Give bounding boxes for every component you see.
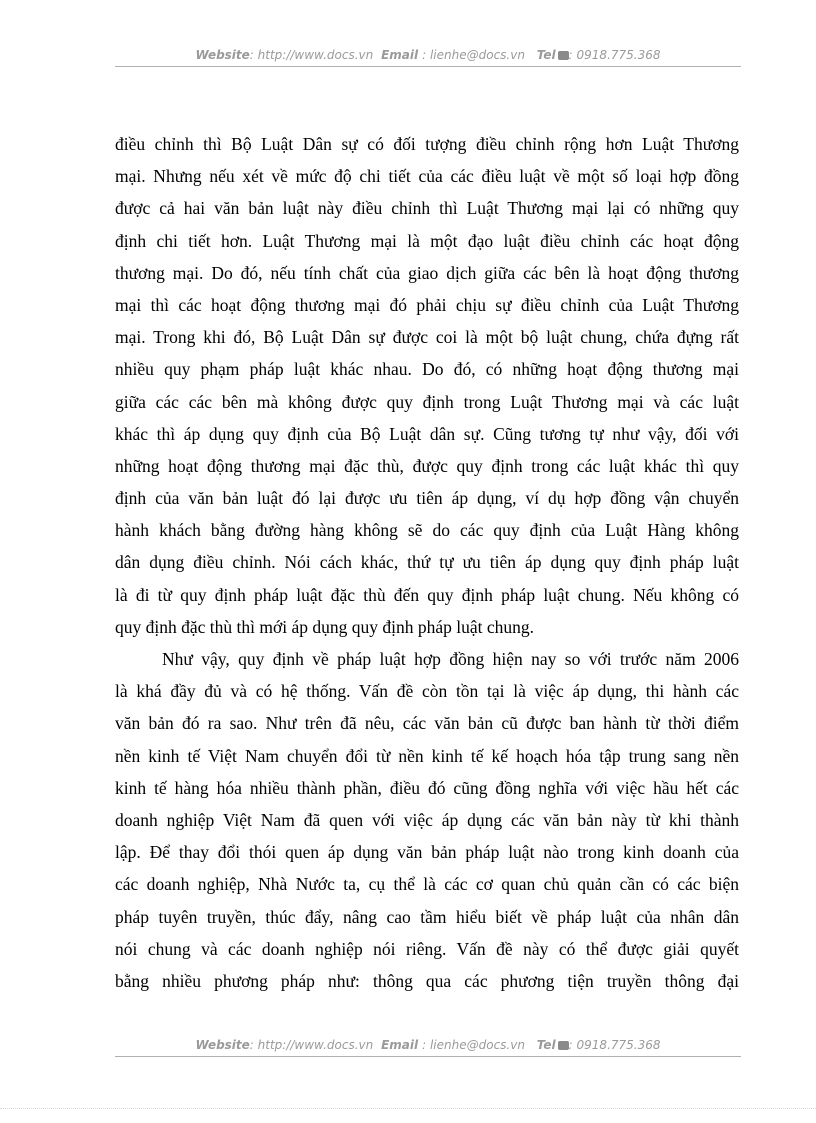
text-line: định chi tiết hơn. Luật Thương mại là một đạo luật điều chỉnh các hoạt động	[115, 230, 739, 251]
header-website-label: Website	[195, 48, 250, 62]
phone-icon	[558, 1041, 569, 1050]
header-website-value: : http://www.docs.vn	[249, 48, 374, 62]
header-email-value: : lienhe@docs.vn	[422, 48, 525, 62]
text-line: là đi từ quy định pháp luật đặc thù đến quy định pháp luật chung. Nếu không có	[115, 584, 739, 605]
text-line: bằng nhiều phương pháp như: thông qua các phương tiện truyền thông đại	[115, 970, 739, 991]
header-divider	[115, 66, 741, 67]
text-line: quy định đặc thù thì mới áp dụng quy định pháp luật chung.	[115, 616, 534, 637]
text-line: những hoạt động thương mại đặc thù, được quy định trong các luật khác thì quy	[115, 455, 739, 476]
text-line: pháp tuyên truyền, thúc đẩy, nâng cao tầm hiểu biết về pháp luật của nhân dân	[115, 906, 739, 927]
header-tel-value: : 0918.775.368	[568, 48, 661, 62]
header-email-label: Email	[381, 48, 419, 62]
text-line: là khá đầy đủ và có hệ thống. Vấn đề còn tồn tại là việc áp dụng, thi hành các	[115, 681, 739, 702]
text-line: các doanh nghiệp, Nhà Nước ta, cụ thể là các cơ quan chủ quản cần có các biện	[115, 874, 739, 895]
text-line: thương mại. Do đó, nếu tính chất của giao dịch giữa các bên là hoạt động thương	[115, 262, 739, 283]
footer-email-value: : lienhe@docs.vn	[422, 1038, 525, 1052]
text-line: lập. Để thay đổi thói quen áp dụng văn bản pháp luật nào trong kinh doanh của	[115, 842, 739, 863]
text-line: dân dụng điều chỉnh. Nói cách khác, thứ tự ưu tiên áp dụng quy định pháp luật	[115, 552, 739, 573]
text-line: khác thì áp dụng quy định của Bộ Luật dân sự. Cũng tương tự như vậy, đối với	[115, 423, 739, 444]
paragraph-2	[115, 643, 739, 997]
page-edge-divider	[0, 1108, 816, 1109]
phone-icon	[558, 51, 569, 60]
text-line: Như vậy, quy định về pháp luật hợp đồng hiện nay so với trước năm 2006	[162, 649, 739, 669]
text-line: được cả hai văn bản luật này điều chỉnh thì Luật Thương mại lại có những quy	[115, 198, 739, 219]
text-line: định của văn bản luật đó lại được ưu tiên áp dụng, ví dụ hợp đồng vận chuyển	[115, 488, 739, 509]
page-footer	[115, 1038, 741, 1052]
document-body	[115, 128, 739, 997]
text-line: nền kinh tế Việt Nam chuyển đổi từ nền kinh tế kế hoạch hóa tập trung sang nền	[115, 745, 739, 766]
text-line: nhiều quy phạm pháp luật khác nhau. Do đó, có những hoạt động thương mại	[115, 359, 739, 380]
paragraph-1	[115, 128, 739, 643]
text-line: doanh nghiệp Việt Nam đã quen với việc áp dụng các văn bản này từ khi thành	[115, 809, 739, 830]
footer-tel-value: : 0918.775.368	[568, 1038, 661, 1052]
text-line: mại thì các hoạt động thương mại đó phải chịu sự điều chỉnh của Luật Thương	[115, 294, 739, 315]
text-line: kinh tế hàng hóa nhiều thành phần, điều đó cũng đồng nghĩa với việc hầu hết các	[115, 777, 739, 798]
footer-website-value: : http://www.docs.vn	[249, 1038, 374, 1052]
text-line: mại. Nhưng nếu xét về mức độ chi tiết của các điều luật về một số loại hợp đồng	[115, 166, 739, 187]
text-line: mại. Trong khi đó, Bộ Luật Dân sự được coi là một bộ luật chung, chứa đựng rất	[115, 327, 739, 348]
page-header	[115, 48, 741, 62]
text-line: văn bản đó ra sao. Như trên đã nêu, các văn bản cũ được ban hành từ thời điểm	[115, 713, 739, 734]
footer-website-label: Website	[195, 1038, 250, 1052]
text-line: nói chung và các doanh nghiệp nói riêng. Vấn đề này có thể được giải quyết	[115, 938, 739, 959]
text-line: điều chỉnh thì Bộ Luật Dân sự có đối tượng điều chỉnh rộng hơn Luật Thương	[115, 134, 739, 154]
footer-email-label: Email	[381, 1038, 419, 1052]
footer-divider	[115, 1056, 741, 1057]
text-line: hành khách bằng đường hàng không sẽ do các quy định của Luật Hàng không	[115, 520, 739, 541]
text-line: giữa các các bên mà không được quy định trong Luật Thương mại và các luật	[115, 391, 739, 412]
footer-tel-label: Tel	[536, 1038, 556, 1052]
header-tel-label: Tel	[536, 48, 556, 62]
